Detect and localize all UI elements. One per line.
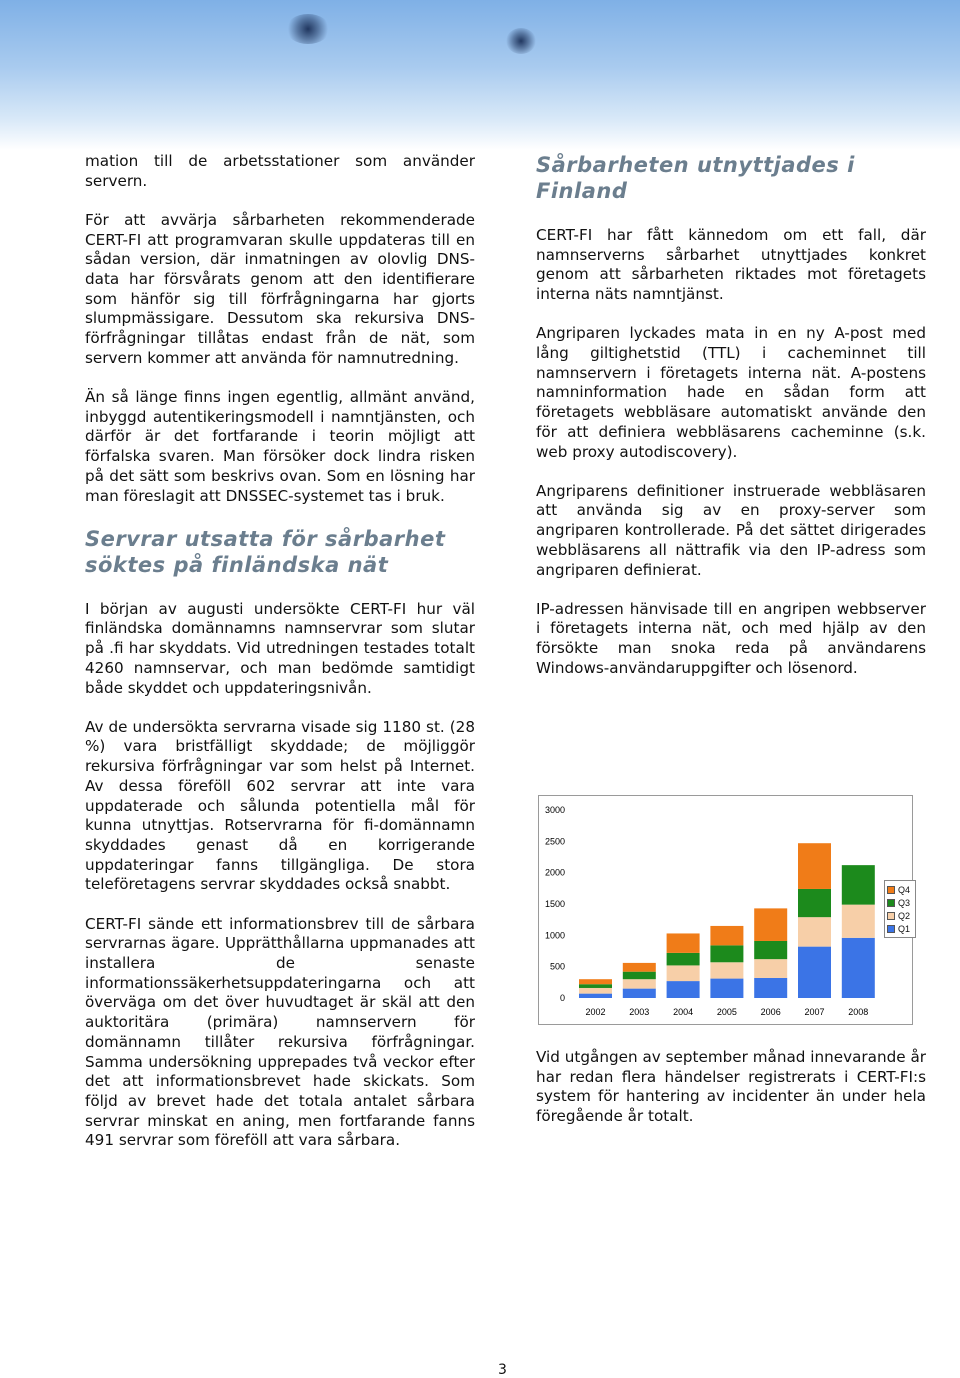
header-banner bbox=[0, 0, 960, 150]
section-heading: Sårbarheten utnyttjades i Finland bbox=[536, 153, 855, 203]
bar-segment-q3-2007 bbox=[798, 889, 831, 917]
y-tick-label: 3000 bbox=[544, 805, 565, 815]
bar-segment-q3-2006 bbox=[754, 941, 787, 959]
bar-segment-q3-2004 bbox=[667, 953, 700, 966]
legend-label: Q2 bbox=[898, 910, 911, 921]
right-column bbox=[536, 152, 926, 698]
legend-label: Q1 bbox=[898, 923, 911, 934]
legend-item-q1 bbox=[887, 922, 913, 935]
bar-segment-q2-2008 bbox=[842, 905, 875, 938]
legend-swatch bbox=[887, 912, 895, 920]
legend-label: Q3 bbox=[898, 897, 911, 908]
bar-segment-q4-2005 bbox=[710, 926, 743, 945]
x-tick-label: 2004 bbox=[673, 1007, 694, 1017]
legend-item-q3 bbox=[887, 896, 913, 909]
y-tick-label: 2500 bbox=[544, 836, 565, 847]
x-tick-label: 2006 bbox=[760, 1007, 781, 1017]
banner-blur-dot bbox=[506, 28, 536, 54]
y-tick-label: 1500 bbox=[544, 899, 565, 909]
incident-bar-chart bbox=[538, 795, 913, 1025]
bar-segment-q2-2003 bbox=[623, 979, 656, 988]
bar-segment-q1-2006 bbox=[754, 978, 787, 998]
bar-segment-q3-2003 bbox=[623, 972, 656, 980]
bar-segment-q3-2005 bbox=[710, 945, 743, 962]
bar-segment-q1-2004 bbox=[667, 981, 700, 998]
y-tick-label: 0 bbox=[559, 993, 565, 1003]
legend-swatch bbox=[887, 886, 895, 894]
section-heading: Servrar utsatta för sårbarhet söktes på finländska nät bbox=[85, 526, 446, 577]
x-tick-label: 2005 bbox=[716, 1007, 737, 1017]
bar-segment-q1-2008 bbox=[842, 938, 875, 998]
banner-blur-dot bbox=[286, 14, 330, 44]
bar-segment-q2-2004 bbox=[667, 965, 700, 981]
body-paragraph: mation till de arbetsstationer som använder servern. bbox=[85, 152, 475, 190]
bar-segment-q2-2007 bbox=[798, 917, 831, 946]
bar-segment-q4-2007 bbox=[798, 843, 831, 889]
x-tick-label: 2007 bbox=[804, 1007, 825, 1017]
x-tick-label: 2008 bbox=[848, 1007, 869, 1017]
bar-segment-q4-2002 bbox=[579, 979, 612, 984]
bar-segment-q3-2008 bbox=[842, 865, 875, 904]
bar-segment-q1-2003 bbox=[623, 989, 656, 998]
body-paragraph: Av de undersökta servrarna visade sig 1180 st. (28 %) vara bristfälligt skyddade; de möjliggör rekursiva förfrågningar var som helst på Internet. Av dessa föreföll 602 servrar att inte vara uppdaterade och sålunda potentiella mål för kunna utnyttjas. Rotservrarna för fi-domännamn skyddades genast då en korrigerande uppdateringar fanns tillgängliga. De stora teleföretagens servrar skyddades också snabbt. bbox=[85, 717, 475, 894]
legend-label: Q4 bbox=[898, 884, 911, 895]
y-tick-label: 500 bbox=[549, 961, 565, 972]
chart-caption bbox=[536, 1048, 926, 1146]
body-paragraph: Angriparens definitioner instruerade webbläsaren att använda sig av en proxy-server som angriparen kontrollerade. På det sättet dirigerades webbläsarens all nättrafik via den IP-adress som angriparen definierat. bbox=[536, 481, 926, 579]
y-tick-label: 2000 bbox=[544, 867, 565, 878]
chart-legend bbox=[884, 880, 916, 938]
bar-segment-q4-2004 bbox=[667, 933, 700, 952]
bar-segment-q1-2002 bbox=[579, 994, 612, 998]
body-paragraph: För att avvärja sårbarheten rekommenderade CERT-FI att programvaran skulle uppdateras till en sådan version, där inmatningen av olovlig DNS-data har försvårats genom att den identifierare som hänför sig till förfrågningarna har gjorts slumpmässigare. Dessutom ska rekursiva DNS-förfrågningar tillåtas endast från de nät, som servern kommer att använda för namnutredning. bbox=[85, 210, 475, 367]
body-paragraph: IP-adressen hänvisade till en angripen webbserver i företagets interna nät, och med hjälp av den försökte man snoka reda på användarens Windows-användaruppgifter och lösenord. bbox=[536, 599, 926, 677]
body-paragraph: Än så länge finns ingen egentlig, allmänt använd, inbyggd autentikeringsmodell i namntjänsten, och därför är det fortfarande i teorin möjligt att förfalska svaren. Man försöker dock lindra risken på det sätt som beskrivs ovan. Som en lösning har man föreslagit att DNSSEC-systemet tas i bruk. bbox=[85, 388, 475, 505]
body-paragraph: I början av augusti undersökte CERT-FI hur väl finländska domännamns namnservrar som slutar på .fi har skyddats. Vid utredningen testades totalt 4260 namnservar, och man bedömde samtidigt både skyddet och uppdateringsnivån. bbox=[85, 599, 475, 697]
bar-segment-q4-2006 bbox=[754, 908, 787, 941]
x-tick-label: 2003 bbox=[629, 1007, 650, 1017]
body-paragraph: CERT-FI sände ett informationsbrev till de sårbara servrarnas ägare. Upprätthållarna uppmanades att installera de senaste informationssäkerhetsuppdateringarna och att överväga om det över huvudtaget är skäl att den auktoritära (primära) namnservern för domännamn tillåter rekursiva förfrågningar. Samma undersökning upprepades två veckor efter det att informationsbrevet hade skickats. Som följd av brevet hade det totala antalet sårbara servrar minskat en aning, men fortfarande fanns 491 servrar som föreföll att vara sårbara. bbox=[85, 914, 475, 1150]
page-number: 3 bbox=[498, 1362, 507, 1378]
bar-segment-q3-2002 bbox=[579, 984, 612, 988]
caption-paragraph: Vid utgången av september månad innevarande år har redan flera händelser registrerats i CERT-FI:s system för hantering av incidenter än under hela föregående år totalt. bbox=[536, 1048, 926, 1126]
bar-segment-q2-2002 bbox=[579, 988, 612, 994]
bar-segment-q4-2003 bbox=[623, 963, 656, 972]
x-tick-label: 2002 bbox=[585, 1007, 606, 1017]
bar-segment-q1-2005 bbox=[710, 979, 743, 998]
left-column bbox=[85, 152, 475, 1171]
bar-segment-q2-2005 bbox=[710, 962, 743, 978]
bar-segment-q1-2007 bbox=[798, 947, 831, 998]
bar-segment-q2-2006 bbox=[754, 959, 787, 978]
chart-canvas bbox=[539, 796, 912, 1024]
legend-swatch bbox=[887, 899, 895, 907]
legend-swatch bbox=[887, 925, 895, 933]
legend-item-q2 bbox=[887, 909, 913, 922]
legend-item-q4 bbox=[887, 883, 913, 896]
body-paragraph: CERT-FI har fått kännedom om ett fall, där namnserverns sårbarhet utnyttjades konkret genom att sårbarheten riktades mot företagets interna näts namntjänst. bbox=[536, 226, 926, 304]
body-paragraph: Angriparen lyckades mata in en ny A-post med lång giltighetstid (TTL) i cacheminnet till namnservern i företagets interna nät. A-postens namninformation hade en sådan form att företagets webbläsare automatiskt använde den för att definiera webbläsarens cacheminne (s.k. web proxy autodiscovery). bbox=[536, 324, 926, 461]
y-tick-label: 1000 bbox=[544, 930, 565, 941]
